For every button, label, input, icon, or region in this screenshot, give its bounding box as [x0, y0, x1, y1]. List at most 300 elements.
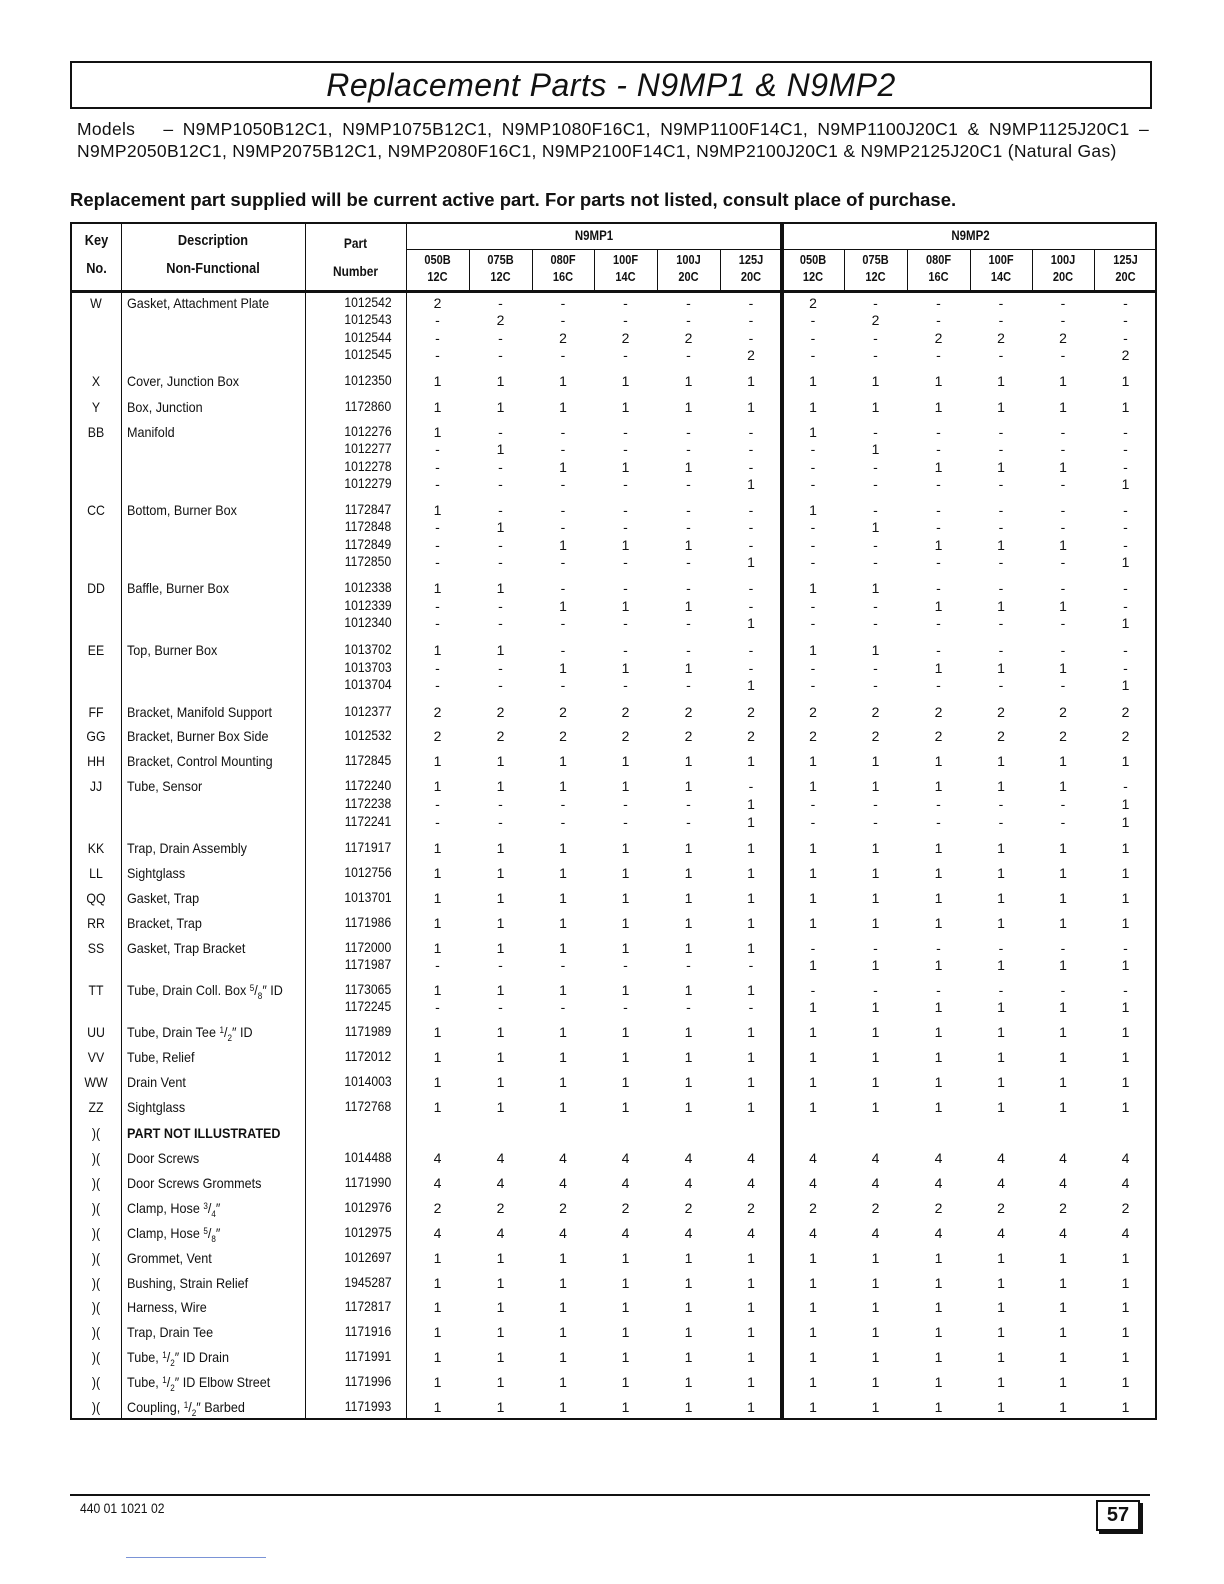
part-description	[127, 1397, 289, 1423]
quantity-cell: 1	[496, 1374, 505, 1390]
quantity-cell: 1	[433, 753, 442, 769]
quantity-cell: 1	[1121, 753, 1130, 769]
quantity-cell: 2	[559, 704, 567, 720]
quantity-cell: -	[810, 476, 816, 492]
quantity-cell: 1	[1059, 778, 1067, 794]
quantity-cell: 1	[433, 890, 442, 906]
key-number: )(	[91, 1399, 101, 1415]
quantity-cell: 1	[809, 502, 817, 518]
inch-fraction: $^1/_2''$	[162, 1374, 180, 1393]
quantity-cell: -	[998, 615, 1004, 631]
quantity-cell: -	[810, 519, 816, 535]
quantity-cell: -	[686, 999, 691, 1015]
part-description	[127, 640, 289, 660]
footer-rule	[70, 1494, 1150, 1496]
quantity-cell: 1	[684, 940, 693, 956]
quantity-cell: -	[623, 796, 628, 812]
quantity-cell: 1	[934, 1299, 943, 1315]
quantity-cell: 1	[433, 1024, 442, 1040]
quantity-cell: 1	[747, 1024, 755, 1040]
quantity-cell: 1	[559, 865, 567, 881]
quantity-cell: -	[998, 580, 1004, 596]
quantity-cell: -	[498, 424, 503, 440]
quantity-cell: 1	[747, 677, 755, 693]
quantity-cell: 1	[1121, 1024, 1130, 1040]
quantity-cell: -	[686, 424, 691, 440]
key-header: No.	[86, 260, 107, 277]
quantity-cell: 1	[997, 1349, 1005, 1365]
quantity-cell: 1	[559, 1099, 567, 1115]
key-number: )(	[91, 1324, 101, 1340]
part-number: 1013702	[344, 642, 392, 657]
quantity-cell: 1	[871, 1074, 880, 1090]
model-column-header: 20C	[678, 270, 699, 284]
quantity-cell: 1	[871, 1399, 880, 1415]
quantity-cell: -	[936, 347, 941, 363]
model-column-header: 125J	[1113, 253, 1138, 267]
quantity-cell: -	[435, 814, 440, 830]
quantity-cell: 1	[1121, 476, 1130, 492]
quantity-cell: -	[686, 796, 691, 812]
part-number: 1173065	[344, 982, 392, 997]
quantity-cell: -	[810, 814, 816, 830]
description-text: Coupling,	[127, 1399, 181, 1415]
quantity-cell: 1	[1121, 1250, 1130, 1266]
quantity-cell: -	[936, 424, 941, 440]
quantity-cell: -	[1060, 312, 1066, 328]
quantity-cell: 1	[1121, 1374, 1130, 1390]
inch-fraction: $^5/_8''$	[203, 1225, 221, 1244]
quantity-cell: -	[748, 778, 754, 794]
part-description	[127, 371, 289, 391]
quantity-cell: 1	[433, 1349, 442, 1365]
quantity-cell: -	[1060, 642, 1066, 658]
quantity-cell: 1	[1059, 1349, 1067, 1365]
part-number: 1014488	[344, 1150, 392, 1165]
quantity-cell: -	[623, 476, 628, 492]
quantity-cell: -	[435, 312, 440, 328]
quantity-cell: -	[810, 441, 816, 457]
part-number: 1012340	[344, 615, 392, 630]
part-number: 1012756	[344, 865, 392, 880]
description-text: Box, Junction	[127, 399, 203, 415]
part-number: 1172238	[344, 796, 392, 811]
key-number: W	[90, 295, 102, 311]
quantity-cell: 4	[871, 1150, 880, 1166]
part-number: 1012276	[344, 424, 392, 439]
description-suffix: ID Drain	[179, 1349, 229, 1365]
quantity-cell: -	[435, 660, 440, 676]
subcolumn-divider	[532, 250, 533, 292]
quantity-cell: -	[435, 537, 440, 553]
part-description	[127, 1347, 289, 1373]
quantity-cell: -	[998, 295, 1004, 311]
part-description	[127, 578, 289, 598]
part-description	[127, 1223, 289, 1249]
quantity-cell: -	[623, 957, 628, 973]
quantity-cell: 2	[621, 728, 630, 744]
key-number: VV	[87, 1049, 105, 1065]
quantity-cell: 1	[747, 1049, 755, 1065]
quantity-cell: 2	[871, 1200, 880, 1216]
quantity-cell: 1	[934, 753, 943, 769]
quantity-cell: -	[498, 330, 503, 346]
quantity-cell: 1	[496, 373, 505, 389]
quantity-cell: 1	[934, 598, 943, 614]
quantity-cell: 1	[809, 399, 817, 415]
quantity-cell: 1	[747, 554, 755, 570]
group-header: N9MP1	[574, 228, 614, 243]
quantity-cell: 1	[871, 753, 880, 769]
quantity-cell: 1	[1121, 373, 1130, 389]
quantity-cell: -	[748, 957, 754, 973]
quantity-cell: 1	[871, 1049, 880, 1065]
quantity-cell: 1	[747, 814, 755, 830]
quantity-cell: -	[560, 999, 566, 1015]
quantity-cell: 4	[871, 1175, 880, 1191]
part-number: 1172012	[344, 1049, 392, 1064]
quantity-cell: 1	[559, 660, 567, 676]
quantity-cell: 1	[1059, 957, 1067, 973]
description-text: Bracket, Burner Box Side	[127, 728, 269, 744]
quantity-cell: -	[560, 476, 566, 492]
part-description	[127, 1097, 289, 1117]
part-number: 1171990	[344, 1175, 392, 1190]
quantity-cell: 1	[809, 1099, 817, 1115]
quantity-cell: 1	[433, 940, 442, 956]
quantity-cell: 2	[1121, 728, 1130, 744]
replacement-notice: Replacement part supplied will be current active part. For parts not listed, consult place of purchase.	[70, 189, 957, 210]
part-description	[127, 1322, 289, 1342]
model-column-header: 080F	[550, 253, 576, 267]
key-number: )(	[91, 1275, 101, 1291]
model-column-header: 075B	[862, 253, 889, 267]
quantity-cell: -	[936, 615, 941, 631]
part-number: 1012350	[344, 373, 392, 388]
quantity-cell: 2	[433, 728, 442, 744]
quantity-cell: 1	[871, 778, 880, 794]
quantity-cell: 1	[1059, 1250, 1067, 1266]
quantity-cell: -	[1123, 660, 1128, 676]
quantity-cell: 1	[1121, 677, 1130, 693]
quantity-cell: 1	[809, 890, 817, 906]
description-text: Cover, Junction Box	[127, 373, 240, 389]
quantity-cell: 1	[496, 642, 505, 658]
quantity-cell: -	[1060, 295, 1066, 311]
description-text: Trap, Drain Assembly	[127, 840, 247, 856]
quantity-cell: 1	[433, 1074, 442, 1090]
description-text: Tube,	[127, 1349, 159, 1365]
key-number: )(	[91, 1225, 101, 1241]
quantity-cell: 1	[684, 1049, 693, 1065]
quantity-cell: 4	[1059, 1225, 1067, 1241]
quantity-cell: 1	[433, 1324, 442, 1340]
inch-fraction: $^1/_2''$	[219, 1024, 237, 1043]
model-column-header: 20C	[740, 270, 762, 284]
part-description	[127, 397, 289, 417]
part-number: 1013704	[344, 677, 392, 692]
quantity-cell: 1	[871, 890, 880, 906]
quantity-cell: -	[936, 580, 941, 596]
key-number: QQ	[86, 890, 106, 906]
description-text: Baffle, Burner Box	[127, 580, 230, 596]
quantity-cell: 2	[496, 704, 505, 720]
model-column-header: 100J	[676, 253, 701, 267]
part-number: 1012543	[344, 312, 392, 327]
quantity-cell: 1	[1059, 1399, 1067, 1415]
quantity-cell: 1	[809, 1374, 817, 1390]
quantity-cell: 4	[809, 1225, 817, 1241]
quantity-cell: 2	[1059, 330, 1067, 346]
quantity-cell: 4	[1121, 1225, 1130, 1241]
quantity-cell: -	[998, 940, 1004, 956]
description-text: Sightglass	[127, 865, 186, 881]
part-description	[127, 1148, 289, 1168]
quantity-cell: 1	[684, 778, 693, 794]
key-number: )(	[91, 1125, 101, 1141]
quantity-cell: -	[873, 554, 878, 570]
quantity-cell: 1	[559, 890, 567, 906]
quantity-cell: 4	[747, 1150, 755, 1166]
quantity-cell: 1	[621, 660, 630, 676]
quantity-cell: 1	[934, 840, 943, 856]
part-number: 1012975	[344, 1225, 392, 1240]
part-description	[127, 913, 289, 933]
quantity-cell: -	[498, 660, 503, 676]
quantity-cell: -	[686, 295, 691, 311]
quantity-cell: 1	[433, 915, 442, 931]
quantity-cell: 1	[559, 399, 567, 415]
quantity-cell: -	[1123, 424, 1128, 440]
quantity-cell: 1	[496, 1074, 505, 1090]
quantity-cell: 1	[809, 1324, 817, 1340]
quantity-cell: -	[748, 580, 754, 596]
quantity-cell: -	[1123, 459, 1128, 475]
quantity-cell: -	[623, 441, 628, 457]
quantity-cell: 1	[559, 940, 567, 956]
quantity-cell: 1	[871, 373, 880, 389]
quantity-cell: -	[560, 957, 566, 973]
quantity-cell: 1	[934, 778, 943, 794]
quantity-cell: 1	[809, 957, 817, 973]
quantity-cell: 1	[1121, 915, 1130, 931]
quantity-cell: 1	[684, 1299, 693, 1315]
quantity-cell: -	[686, 519, 691, 535]
quantity-cell: -	[560, 424, 566, 440]
quantity-cell: 1	[747, 890, 755, 906]
quantity-cell: 1	[747, 373, 755, 389]
quantity-cell: 1	[934, 459, 943, 475]
model-column-header: 16C	[928, 270, 949, 284]
quantity-cell: 1	[809, 1299, 817, 1315]
model-column-header: 14C	[990, 270, 1012, 284]
quantity-cell: 1	[1059, 1324, 1067, 1340]
quantity-cell: 1	[747, 1275, 755, 1291]
quantity-cell: -	[560, 347, 566, 363]
quantity-cell: 1	[997, 1049, 1005, 1065]
description-suffix: ID Elbow Street	[179, 1374, 271, 1390]
quantity-cell: 1	[871, 865, 880, 881]
description-text: Clamp, Hose	[127, 1225, 200, 1241]
quantity-cell: -	[998, 502, 1004, 518]
quantity-cell: 1	[934, 1349, 943, 1365]
quantity-cell: -	[810, 598, 816, 614]
quantity-cell: 1	[997, 890, 1005, 906]
quantity-cell: 1	[1121, 890, 1130, 906]
quantity-cell: 1	[496, 1324, 505, 1340]
description-text: PART NOT ILLUSTRATED	[127, 1125, 281, 1141]
quantity-cell: -	[435, 459, 440, 475]
quantity-cell: -	[873, 347, 878, 363]
quantity-cell: 1	[997, 399, 1005, 415]
quantity-cell: 1	[747, 476, 755, 492]
part-description	[127, 776, 289, 796]
quantity-cell: 2	[871, 728, 880, 744]
quantity-cell: 4	[496, 1150, 505, 1166]
key-number: KK	[87, 840, 105, 856]
quantity-cell: -	[936, 476, 941, 492]
description-text: Bottom, Burner Box	[127, 502, 237, 518]
quantity-cell: 4	[496, 1225, 505, 1241]
model-column-header: 12C	[427, 270, 448, 284]
inch-fraction: $^5/_8''$	[249, 982, 267, 1001]
quantity-cell: 1	[747, 840, 755, 856]
quantity-cell: 1	[433, 1275, 442, 1291]
part-number: 1172241	[344, 814, 392, 829]
quantity-cell: 4	[1121, 1150, 1130, 1166]
subcolumn-divider	[1032, 250, 1033, 292]
title-box	[70, 61, 1152, 109]
quantity-cell: 4	[747, 1175, 755, 1191]
description-suffix: Barbed	[200, 1399, 245, 1415]
part-number: 1014003	[344, 1074, 392, 1089]
quantity-cell: 1	[684, 1250, 693, 1266]
quantity-cell: 1	[496, 840, 505, 856]
quantity-cell: -	[560, 502, 566, 518]
key-number: )(	[91, 1374, 101, 1390]
key-number: Y	[91, 399, 101, 415]
key-number: DD	[87, 580, 105, 596]
quantity-cell: -	[686, 441, 691, 457]
quantity-cell: 2	[997, 1200, 1005, 1216]
quantity-cell: 1	[934, 865, 943, 881]
quantity-cell: -	[936, 554, 941, 570]
part-description	[127, 938, 289, 958]
page-title: Replacement Parts - N9MP1 & N9MP2	[326, 67, 896, 103]
quantity-cell: 1	[997, 537, 1005, 553]
quantity-cell: 1	[684, 840, 693, 856]
quantity-cell: -	[560, 554, 566, 570]
quantity-cell: 1	[934, 537, 943, 553]
part-description	[127, 980, 289, 1006]
quantity-cell: 1	[1121, 957, 1130, 973]
model-column-header: 20C	[1052, 270, 1074, 284]
quantity-cell: -	[1060, 441, 1066, 457]
quantity-cell: 1	[559, 373, 567, 389]
model-column-header: 100J	[1050, 253, 1076, 267]
quantity-cell: 1	[559, 1374, 567, 1390]
quantity-cell: -	[748, 537, 754, 553]
part-number: 1172850	[344, 554, 392, 569]
quantity-cell: 2	[684, 330, 693, 346]
quantity-cell: 2	[684, 728, 693, 744]
quantity-cell: 1	[496, 1099, 505, 1115]
quantity-cell: 4	[871, 1225, 880, 1241]
quantity-cell: 1	[871, 1024, 880, 1040]
quantity-cell: 4	[997, 1150, 1005, 1166]
quantity-cell: -	[748, 295, 754, 311]
quantity-cell: 4	[684, 1150, 693, 1166]
quantity-cell: 1	[997, 1275, 1005, 1291]
quantity-cell: 1	[997, 1074, 1005, 1090]
part-number: 1012377	[344, 704, 392, 719]
quantity-cell: -	[1123, 598, 1128, 614]
quantity-cell: 2	[871, 704, 880, 720]
part-number: 1171989	[344, 1024, 392, 1039]
quantity-cell: -	[686, 476, 691, 492]
quantity-cell: -	[998, 312, 1004, 328]
part-description	[127, 422, 289, 442]
quantity-cell: -	[748, 642, 754, 658]
quantity-cell: -	[936, 519, 941, 535]
quantity-cell: 1	[684, 890, 693, 906]
quantity-cell: -	[1060, 424, 1066, 440]
quantity-cell: -	[810, 537, 816, 553]
description-text: Gasket, Trap Bracket	[127, 940, 246, 956]
quantity-cell: -	[1123, 441, 1128, 457]
quantity-cell: 2	[1121, 704, 1130, 720]
quantity-cell: -	[1060, 814, 1066, 830]
model-column-header: 12C	[490, 270, 511, 284]
quantity-cell: 1	[496, 778, 505, 794]
quantity-cell: 1	[1059, 1275, 1067, 1291]
group-header: N9MP2	[951, 228, 990, 243]
inch-fraction: $^1/_2''$	[162, 1349, 180, 1368]
quantity-cell: 1	[1059, 999, 1067, 1015]
quantity-cell: -	[1060, 982, 1066, 998]
quantity-cell: 1	[433, 399, 442, 415]
quantity-cell: 1	[1059, 1024, 1067, 1040]
quantity-cell: 1	[433, 1374, 442, 1390]
key-number: ZZ	[88, 1099, 104, 1115]
description-text: Top, Burner Box	[127, 642, 218, 658]
quantity-cell: -	[873, 459, 878, 475]
part-number: 1172817	[344, 1299, 392, 1314]
quantity-cell: -	[1060, 347, 1066, 363]
part-number: 1172000	[344, 940, 392, 955]
part-number: 1012338	[344, 580, 392, 595]
quantity-cell: -	[1060, 476, 1066, 492]
key-number: TT	[88, 982, 104, 998]
quantity-cell: 4	[684, 1225, 693, 1241]
quantity-cell: -	[435, 598, 440, 614]
quantity-cell: 2	[621, 1200, 630, 1216]
quantity-cell: 1	[621, 865, 630, 881]
quantity-cell: -	[498, 814, 503, 830]
quantity-cell: 1	[747, 753, 755, 769]
quantity-cell: -	[498, 999, 503, 1015]
quantity-cell: -	[435, 554, 440, 570]
quantity-cell: 1	[871, 1324, 880, 1340]
quantity-cell: -	[560, 580, 566, 596]
description-text: Manifold	[127, 424, 175, 440]
subcolumn-divider	[1094, 250, 1095, 292]
quantity-cell: 4	[747, 1225, 755, 1241]
inch-fraction: $^3/_4''$	[203, 1200, 221, 1219]
quantity-cell: -	[498, 598, 503, 614]
part-number: 1945287	[344, 1275, 392, 1290]
part-number: 1172240	[344, 778, 392, 793]
